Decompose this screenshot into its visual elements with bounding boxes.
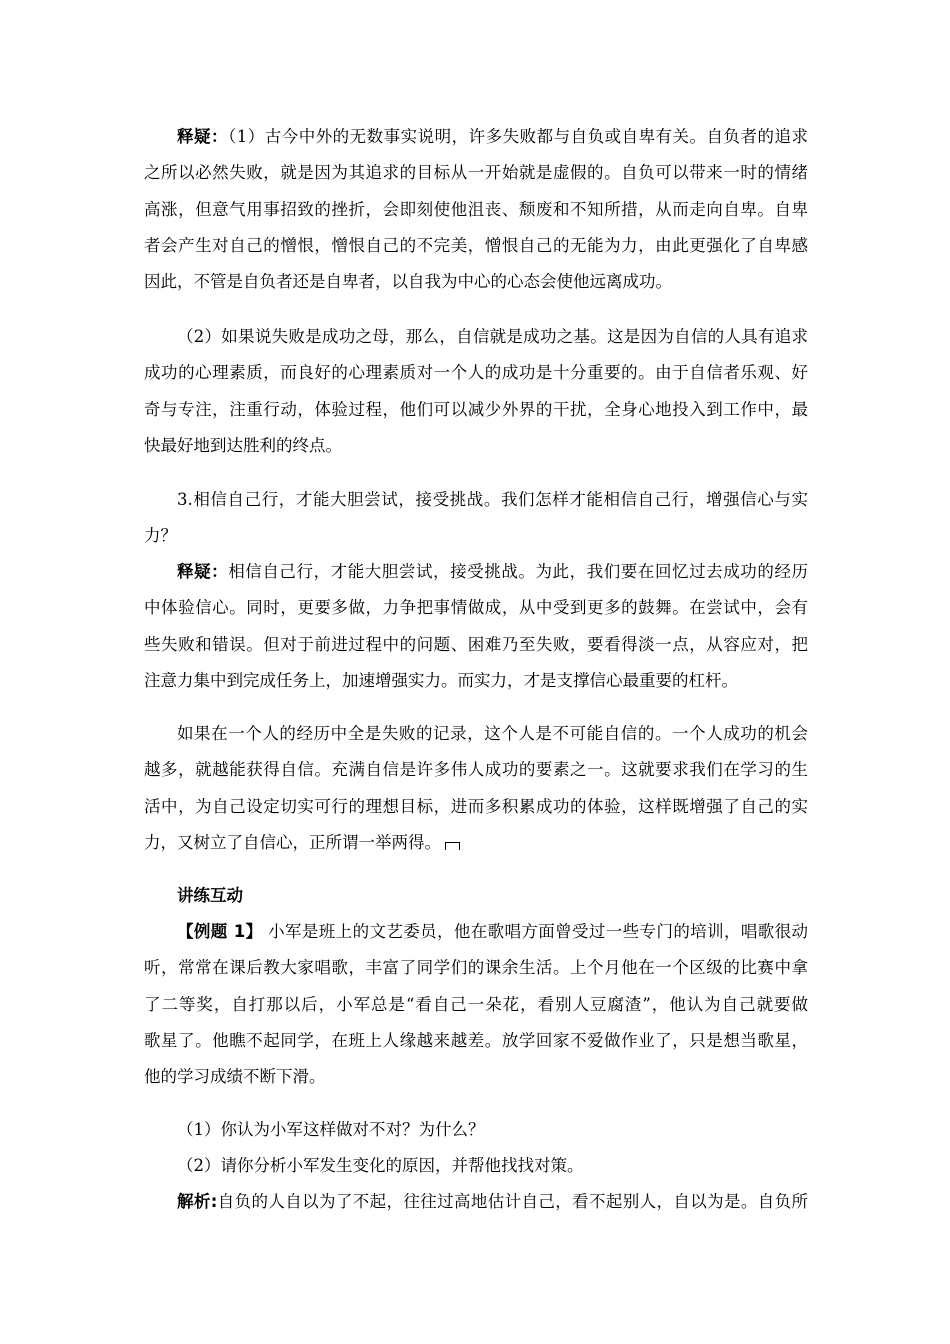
paragraph-line: 奇与专注，注重行动，体验过程，他们可以减少外界的干扰，全身心地投入到工作中，最 xyxy=(144,399,808,419)
paragraph-line: 高涨，但意气用事招致的挫折，会即刻使他沮丧、颓废和不知所措，从而走向自卑。自卑 xyxy=(144,199,808,219)
explanation-paragraph-3 xyxy=(144,554,808,699)
paragraph-line: 如果在一个人的经历中全是失败的记录，这个人是不可能自信的。一个人成功的机会 xyxy=(177,724,808,743)
explanation-paragraph-2 xyxy=(144,319,808,464)
paragraph-line: 解析:自负的人自以为了不起，往往过高地估计自己，看不起别人，自以为是。自负所 xyxy=(177,1192,808,1211)
paragraph-line: （2）如果说失败是成功之母，那么，自信就是成功之基。这是因为自信的人具有追求 xyxy=(177,327,808,346)
sub-question-1: （1）你认为小军这样做对不对？为什么？ xyxy=(177,1120,485,1139)
paragraph-line: 听，常常在课后教大家唱歌，丰富了同学们的课余生活。上个月他在一个区级的比赛中拿 xyxy=(144,958,808,978)
paragraph-line: 力，又树立了自信心，正所谓一举两得。 xyxy=(144,825,808,861)
paragraph-line: 注意力集中到完成任务上，加速增强实力。而实力，才是支撑信心最重要的杠杆。 xyxy=(144,670,738,690)
paragraph-line: 了二等奖，自打那以后，小军总是“看自己一朵花，看别人豆腐渣”，他认为自己就要做 xyxy=(144,994,808,1014)
paragraph-line: 【例题 1】 小军是班上的文艺委员，他在歌唱方面曾受过一些专门的培训，唱歌很动 xyxy=(177,922,808,941)
paragraph-line: 因此，不管是自负者还是自卑者，以自我为中心的心态会使他远离成功。 xyxy=(144,272,672,292)
analysis-label: 解析: xyxy=(177,1192,218,1211)
paragraph-line: 越多，就越能获得自信。充满自信是许多伟人成功的要素之一。这就要求我们在学习的生 xyxy=(144,760,808,780)
end-mark-icon xyxy=(445,842,460,850)
example-1 xyxy=(144,914,808,1095)
question-3 xyxy=(144,482,808,555)
analysis-paragraph xyxy=(144,1184,808,1220)
example-label: 【例题 1】 xyxy=(177,922,263,941)
paragraph-line: 3.相信自己行，才能大胆尝试，接受挑战。我们怎样才能相信自己行，增强信心与实 xyxy=(177,490,808,509)
paragraph-line: 力？ xyxy=(144,526,177,546)
sub-question-2: （2）请你分析小军发生变化的原因，并帮他找找对策。 xyxy=(177,1156,584,1175)
paragraph-line: 快最好地到达胜利的终点。 xyxy=(144,435,342,455)
paragraph-line: 释疑：（1）古今中外的无数事实说明，许多失败都与自负或自卑有关。自负者的追求 xyxy=(177,127,809,146)
body-paragraph-4 xyxy=(144,716,808,861)
explanation-paragraph-1 xyxy=(144,119,808,300)
paragraph-line: 中体验信心。同时，更要多做，力争把事情做成，从中受到更多的鼓舞。在尝试中，会有 xyxy=(144,598,808,618)
section-title: 讲练互动 xyxy=(177,886,243,905)
paragraph-line: 者会产生对自己的憎恨，憎恨自己的不完美，憎恨自己的无能为力，由此更强化了自卑感 xyxy=(144,235,808,255)
paragraph-line: 成功的心理素质，而良好的心理素质对一个人的成功是十分重要的。由于自信者乐观、好 xyxy=(144,363,808,383)
paragraph-line: 释疑：相信自己行，才能大胆尝试，接受挑战。为此，我们要在回忆过去成功的经历 xyxy=(177,562,809,581)
paragraph-line: 歌星了。他瞧不起同学，在班上人缘越来越差。放学回家不爱做作业了，只是想当歌星， xyxy=(144,1030,808,1050)
explanation-label: 释疑： xyxy=(177,127,228,146)
paragraph-line: 活中，为自己设定切实可行的理想目标，进而多积累成功的体验，这样既增强了自己的实 xyxy=(144,796,808,816)
paragraph-line: 他的学习成绩不断下滑。 xyxy=(144,1067,326,1087)
explanation-label: 释疑： xyxy=(177,562,229,581)
paragraph-line: 之所以必然失败，就是因为其追求的目标从一开始就是虚假的。自负可以带来一时的情绪 xyxy=(144,163,808,183)
paragraph-line: 些失败和错误。但对于前进过程中的问题、困难乃至失败，要看得淡一点，从容应对，把 xyxy=(144,634,808,654)
